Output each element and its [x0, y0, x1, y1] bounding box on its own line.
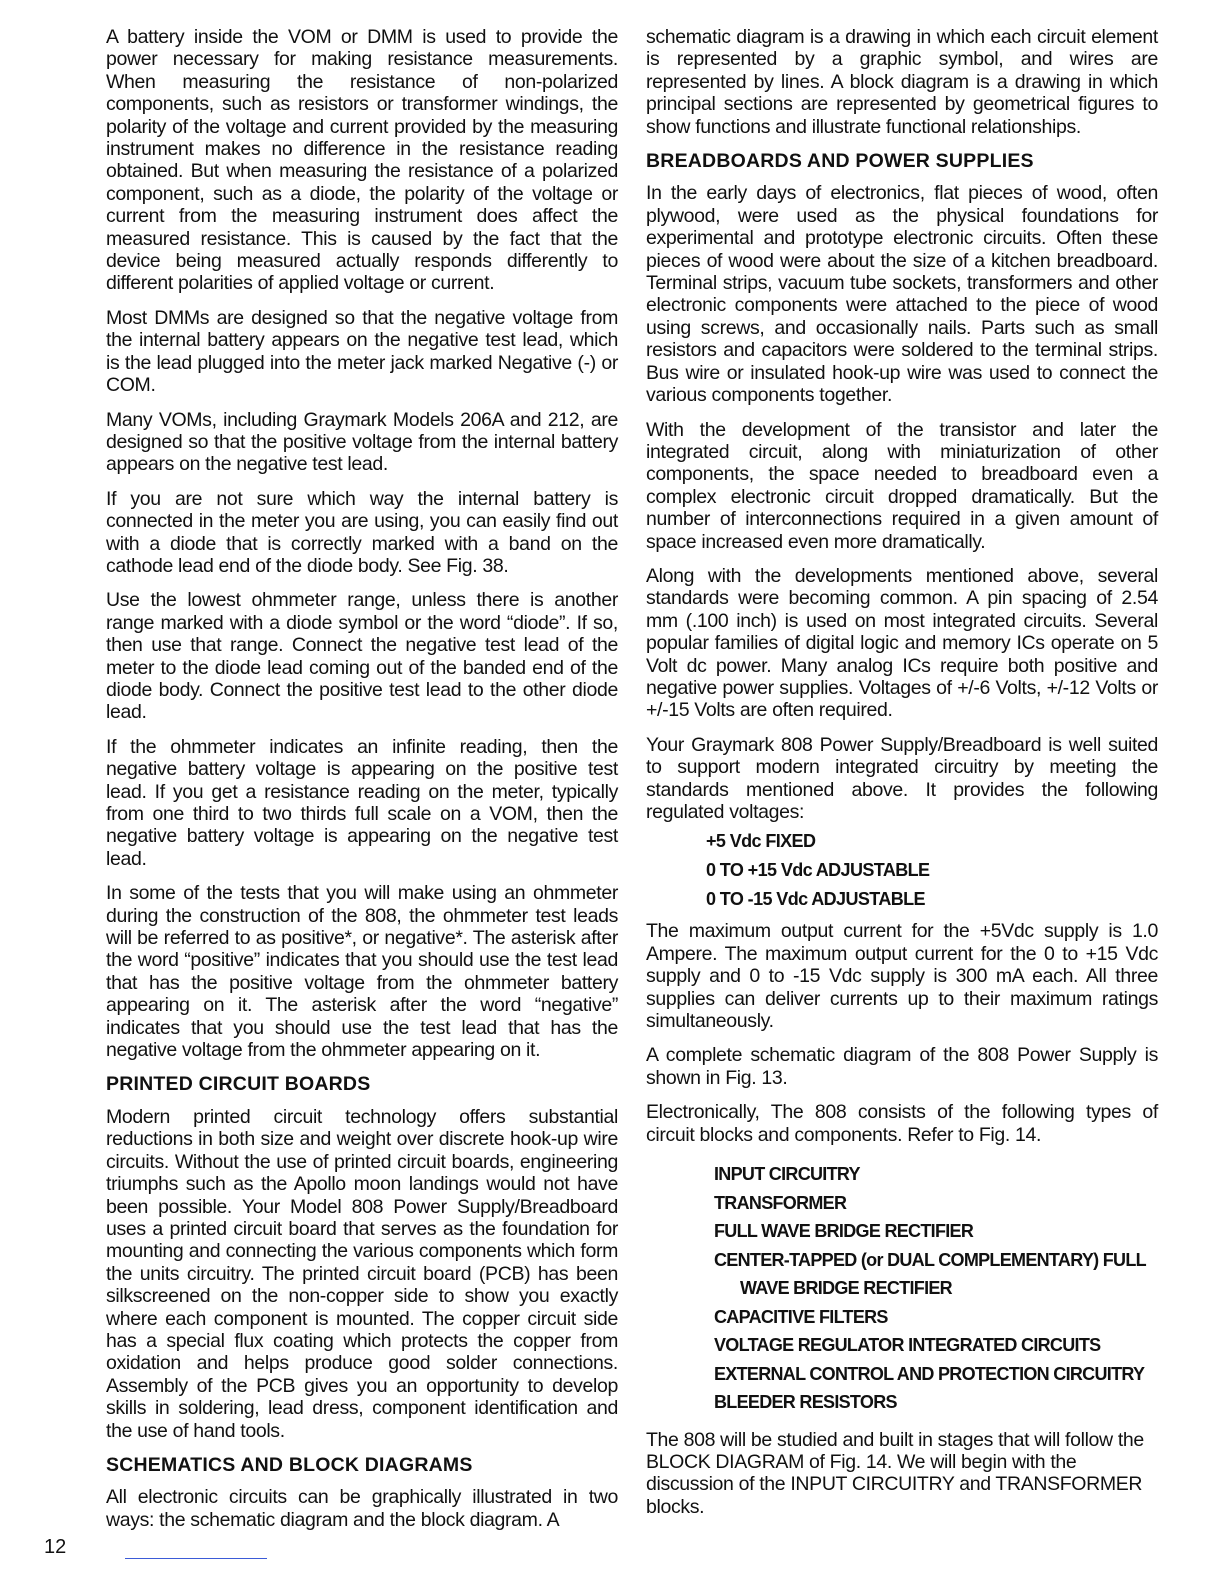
paragraph: The maximum output current for the +5Vdc supply is 1.0 Ampere. The maximum output current for the 0 to +15 Vdc supply and 0 to -15 Vdc supply is 300 mA each. All three supplies can deliver currents up to their maximum ratings simultaneously. [646, 920, 1158, 1033]
section-heading-breadboards: BREADBOARDS AND POWER SUPPLIES [646, 150, 1034, 173]
paragraph: In some of the tests that you will make using an ohmmeter during the construction of the 808, the ohmmeter test leads will be referred to as positive*, or negative*. The asterisk after the word “positive” indicates that you should use the test lead that has the positive voltage from the ohmmeter battery appearing on it. The asterisk after the word “negative” indicates that you should use the test lead that has the negative voltage from the ohmmeter appearing on it. [106, 882, 618, 1062]
block-item: FULL WAVE BRIDGE RECTIFIER [714, 1221, 974, 1242]
voltage-item: 0 TO +15 Vdc ADJUSTABLE [706, 860, 930, 881]
paragraph: With the development of the transistor and later the integrated circuit, along with miniaturization of other components, the space needed to breadboard even a complex electronic circuit dropped dramatically. But the number of interconnections required in a given amount of space increased even more dramatically. [646, 418, 1158, 553]
paragraph: In the early days of electronics, flat pieces of wood, often plywood, were used as the physical foundations for experimental and prototype electronic circuits. Often these pieces of wood were about the size of a kitchen breadboard. Terminal strips, vacuum tube sockets, transformers and other electronic components were attached to the piece of wood using screws, and occasionally nails. Parts such as small resistors and capacitors were soldered to the terminal strips. Bus wire or insulated hook-up wire was used to connect the various components together. [646, 182, 1158, 407]
right-column [646, 26, 1158, 1530]
paragraph: Modern printed circuit technology offers substantial reductions in both size and weight over discrete hook-up wire circuits. Without the use of printed circuit boards, engineering triumphs such as the Apollo moon landings would not have been possible. Your Model 808 Power Supply/Breadboard uses a printed circuit board that serves as the foundation for mounting and connecting the various components which form the units circuitry. The printed circuit board (PCB) has been silkscreened on the non-copper side to show you exactly where each component is mounted. The copper circuit side has a special flux coating which protects the copper from oxidation and helps produce good solder connections. Assembly of the PCB gives you an opportunity to develop skills in soldering, lead dress, component identification and the use of hand tools. [106, 1105, 618, 1442]
block-item: INPUT CIRCUITRY [714, 1164, 860, 1185]
paragraph: A battery inside the VOM or DMM is used to provide the power necessary for making resistance measurements. When measuring the resistance of non-polarized components, such as resistors or transformer windings, the polarity of the voltage and current provided by the measuring instrument makes no difference in the resistance reading obtained. But when measuring the resistance of a polarized component, such as a diode, the polarity of the voltage or current from the measuring instrument does affect the measured resistance. This is caused by the fact that the device being measured actually responds differently to different polarities of applied voltage or current. [106, 26, 618, 295]
section-heading-pcb: PRINTED CIRCUIT BOARDS [106, 1073, 371, 1096]
left-column [106, 26, 618, 1543]
block-item: WAVE BRIDGE RECTIFIER [740, 1278, 952, 1299]
block-item: CENTER-TAPPED (or DUAL COMPLEMENTARY) FULL [714, 1249, 1146, 1270]
paragraph: schematic diagram is a drawing in which each circuit element is represented by a graphic symbol, and wires are represented by lines. A block diagram is a drawing in which principal sections are represented by geometrical figures to show functions and illustrate functional relationships. [646, 26, 1158, 138]
paragraph: If you are not sure which way the internal battery is connected in the meter you are using, you can easily find out with a diode that is correctly marked with a band on the cathode lead end of the diode body. See Fig. 38. [106, 487, 618, 577]
voltage-item: +5 Vdc FIXED [706, 831, 816, 852]
paragraph: The 808 will be studied and built in stages that will follow the BLOCK DIAGRAM of Fig. 14. We will begin with the discussion of the INPUT CIRCUITRY and TRANSFORMER blocks. [646, 1428, 1144, 1518]
paragraph: Your Graymark 808 Power Supply/Breadboard is well suited to support modern integrated circuitry by meeting the standards mentioned above. It provides the following regulated voltages: [646, 733, 1158, 823]
paragraph: Electronically, The 808 consists of the following types of circuit blocks and components. Refer to Fig. 14. [646, 1101, 1158, 1146]
paragraph: A complete schematic diagram of the 808 Power Supply is shown in Fig. 13. [646, 1044, 1158, 1089]
paragraph: Most DMMs are designed so that the negative voltage from the internal battery appears on the negative test lead, which is the lead plugged into the meter jack marked Negative (-) or COM. [106, 306, 618, 397]
voltage-item: 0 TO -15 Vdc ADJUSTABLE [706, 889, 925, 910]
voltage-list [706, 827, 1158, 914]
circuit-block-list [714, 1160, 1158, 1417]
paragraph: Many VOMs, including Graymark Models 206A and 212, are designed so that the positive voltage from the internal battery appears on the negative test lead. [106, 408, 618, 476]
block-item: TRANSFORMER [714, 1192, 847, 1213]
page-number: 12 [44, 1536, 67, 1558]
paragraph: If the ohmmeter indicates an infinite reading, then the negative battery voltage is appearing on the positive test lead. If you get a resistance reading on the meter, typically from one third to two thirds full scale on a VOM, then the negative battery voltage is appearing on the negative test lead. [106, 735, 618, 870]
paragraph: Use the lowest ohmmeter range, unless there is another range marked with a diode symbol or the word “diode”. If so, then use that range. Connect the negative test lead of the meter to the diode lead coming out of the banded end of the diode body. Connect the positive test lead to the other diode lead. [106, 589, 618, 724]
footnote-rule [125, 1558, 267, 1559]
section-heading-schematics: SCHEMATICS AND BLOCK DIAGRAMS [106, 1453, 473, 1476]
paragraph: Along with the developments mentioned above, several standards were becoming common. A pin spacing of 2.54 mm (.100 inch) is used on most integrated circuits. Several popular families of digital logic and memory ICs operate on 5 Volt dc power. Many analog ICs require both positive and negative power supplies. Voltages of +/-6 Volts, +/-12 Volts or +/-15 Volts are often required. [646, 564, 1158, 722]
block-item: EXTERNAL CONTROL AND PROTECTION CIRCUITRY [714, 1363, 1145, 1384]
block-item: CAPACITIVE FILTERS [714, 1306, 888, 1327]
block-item: VOLTAGE REGULATOR INTEGRATED CIRCUITS [714, 1335, 1101, 1356]
paragraph: All electronic circuits can be graphically illustrated in two ways: the schematic diagram and the block diagram. A [106, 1486, 618, 1531]
block-item: BLEEDER RESISTORS [714, 1392, 897, 1413]
